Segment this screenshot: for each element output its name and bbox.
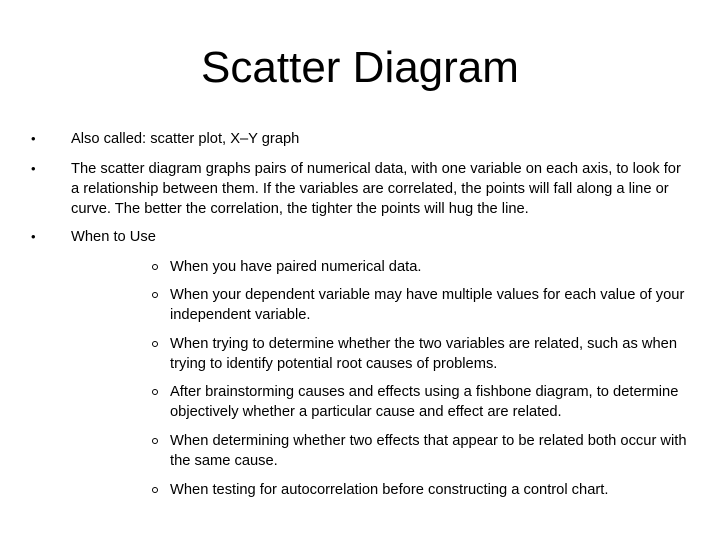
- when-to-use-text: When testing for autocorrelation before constructing a control chart.: [170, 482, 609, 498]
- when-to-use-text: After brainstorming causes and effects using a fishbone diagram, to determine objectively whether a particular cause and effect are related.: [170, 384, 679, 420]
- when-to-use-text: When trying to determine whether the two variables are related, such as when trying to identify potential root causes of problems.: [170, 336, 677, 372]
- circle-bullet-icon: [152, 487, 158, 493]
- when-to-use-text: When determining whether two effects that appear to be related both occur with the same cause.: [170, 433, 687, 469]
- when-to-use-text: When you have paired numerical data.: [170, 259, 422, 275]
- slide-title: Scatter Diagram: [201, 43, 519, 92]
- when-to-use-text: When your dependent variable may have multiple values for each value of your independent variable.: [170, 287, 685, 323]
- circle-bullet-icon: [152, 389, 158, 395]
- bullet-text: The scatter diagram graphs pairs of numerical data, with one variable on each axis, to look for a relationship between them. If the variables are correlated, the points will fall along a line or curve. The better the correlation, the tighter the points will hug the line.: [71, 161, 681, 217]
- circle-bullet-icon: [152, 341, 158, 347]
- bullet-marker: •: [31, 229, 36, 244]
- circle-bullet-icon: [152, 264, 158, 270]
- bullet-text: Also called: scatter plot, X–Y graph: [71, 131, 300, 147]
- circle-bullet-icon: [152, 438, 158, 444]
- circle-bullet-icon: [152, 292, 158, 298]
- bullet-marker: •: [31, 161, 36, 176]
- bullet-text: When to Use: [71, 229, 156, 245]
- bullet-marker: •: [31, 131, 36, 146]
